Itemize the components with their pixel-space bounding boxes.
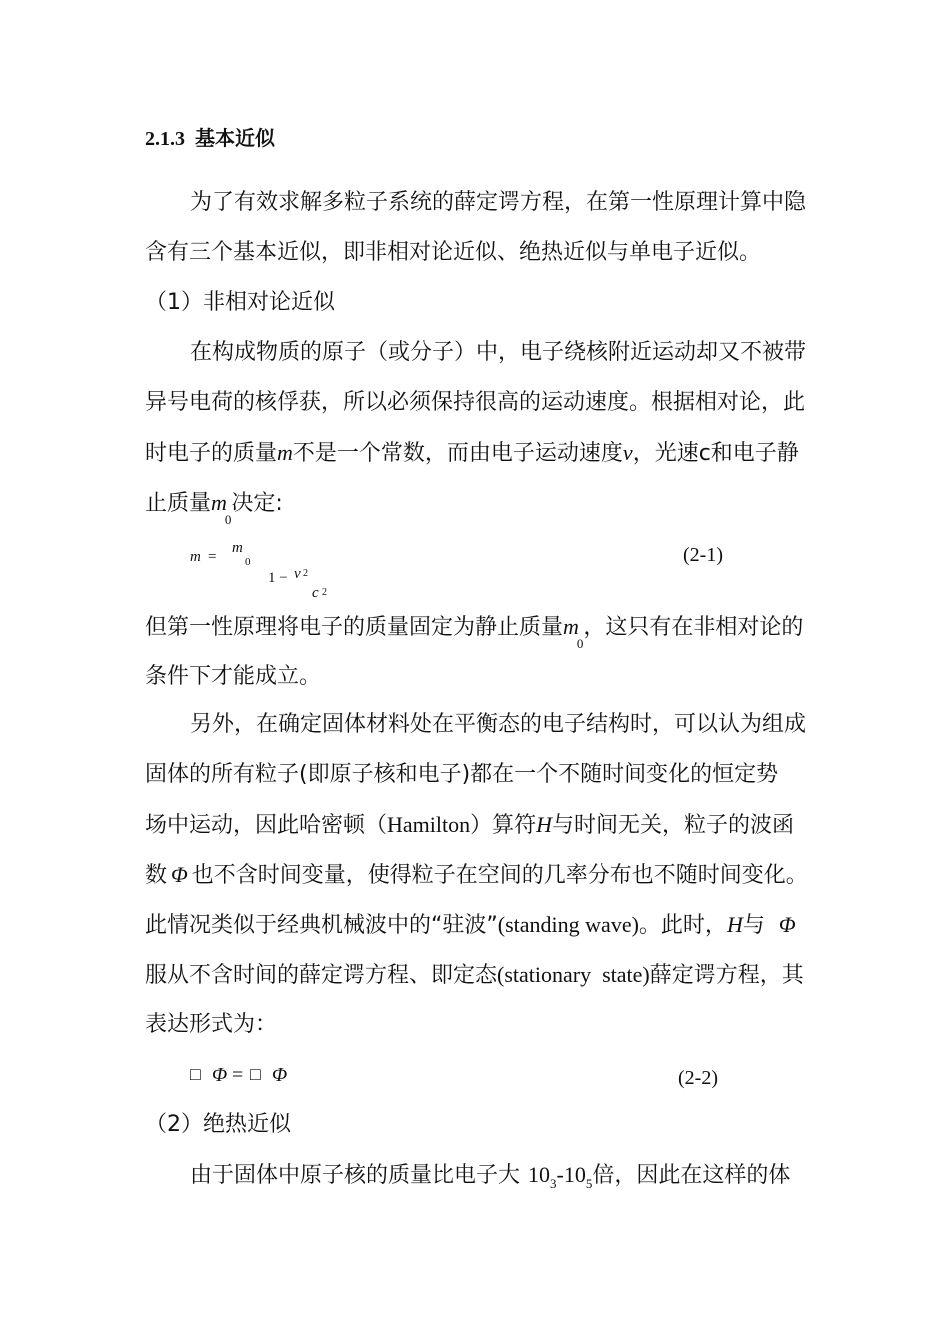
text-run: 决定: [231,491,283,516]
paragraph-4-line-1: 另外，在确定固体材料处在平衡态的电子结构时，可以认为组成 [190,712,807,737]
text-run: 与 [742,913,765,938]
english-term: (standing wave) [497,912,639,937]
paragraph-1-line-2: 含有三个基本近似，即非相对论近似、绝热近似与单电子近似。 [145,240,762,265]
paragraph-3-line-2: 条件下才能成立。 [145,664,322,689]
paragraph-4-line-3 [145,810,794,840]
text-run: 与时间无关，粒子的波函 [552,813,795,838]
paragraph-3-line-1 [145,612,804,651]
paragraph-1-line-1: 为了有效求解多粒子系统的薛定谔方程，在第一性原理计算中隐 [190,190,807,215]
text-run: 倍，因此在这样的体 [592,1163,791,1188]
eq1-c-sup: 2 [322,587,327,598]
english-term: Hamilton [387,812,471,837]
paragraph-2-line-4 [145,488,283,527]
exponent: 5 [585,1176,593,1191]
math-phi: Φ [778,912,796,937]
subsection-heading-1: （1）非相对论近似 [145,290,335,315]
number: 10 [528,1162,551,1187]
paragraph-2-line-2: 异号电荷的核俘获，所以必须保持很高的运动速度。根据相对论，此 [145,390,806,415]
text-run: ，光速c和电子静 [632,441,799,466]
text-run: 数 [145,863,168,888]
eq1-denominator-one: 1 − [268,570,288,586]
math-m: m [277,440,293,465]
text-run: 也不含时间变量，使得粒子在空间的几率分布也不随时间变化。 [191,863,808,888]
exponent: 3 [550,1176,557,1191]
eq2-energy-placeholder: □ [250,1064,261,1084]
text-run: 场中运动，因此哈密顿（ [145,813,388,838]
text-run: 此情况类似于经典机械波中的“驻波” [145,913,498,938]
math-m: m [211,490,227,515]
math-v: v [622,440,633,465]
eq2-operator-placeholder: □ [190,1064,201,1084]
paragraph-5-line-1 [190,1160,790,1190]
math-m: m [563,614,579,639]
text-run: 服从不含时间的薛定谔方程、即定态 [145,963,498,988]
text-run: ）算符 [470,813,537,838]
text-run: 但第一性原理将电子的质量固定为静止质量 [145,615,564,640]
text-run: 由于固体中原子核的质量比电子大 [190,1163,521,1188]
eq1-numerator: m [232,540,243,556]
text-run: 时电子的质量 [145,441,278,466]
section-title: 基本近似 [195,126,275,150]
paragraph-4-line-4 [145,860,808,890]
subsection-heading-2: （2）绝热近似 [145,1112,291,1137]
paragraph-4-line-6 [145,960,804,990]
text-run: 不是一个常数，而由电子运动速度 [292,441,623,466]
math-subscript: 0 [576,636,584,651]
eq1-label: (2-1) [683,544,723,566]
eq1-v: v [294,566,301,582]
section-number: 2.1.3 [145,128,185,150]
eq2-phi-right: Φ [272,1064,288,1086]
paragraph-2-line-3 [145,438,799,468]
eq2-equals: = [232,1064,244,1086]
paragraph-2-line-1: 在构成物质的原子（或分子）中，电子绕核附近运动却又不被带 [190,340,807,365]
number: -10 [556,1162,586,1187]
math-H: H [536,812,553,837]
eq2-phi-left: Φ [212,1064,228,1086]
math-phi: Φ [171,862,188,887]
paragraph-4-line-7: 表达形式为： [145,1012,278,1037]
eq2-label: (2-2) [678,1067,718,1089]
paragraph-4-line-2: 固体的所有粒子(即原子核和电子)都在一个不随时间变化的恒定势 [145,762,779,787]
paragraph-4-line-5 [145,910,796,940]
math-H: H [726,912,743,937]
text-run: 薛定谔方程，其 [649,963,804,988]
text-run: 止质量 [145,491,212,516]
eq1-v-sup: 2 [303,568,308,579]
eq1-c: c [312,585,319,601]
math-subscript: 0 [224,512,232,527]
eq1-equals: = [208,549,217,565]
text-run: ，这只有在非相对论的 [583,615,804,640]
eq1-numerator-sub: 0 [245,556,251,568]
section-heading [145,122,275,151]
english-term: (stationary state) [497,962,650,987]
eq1-lhs: m [190,549,201,565]
text-run: 。此时， [638,913,727,938]
